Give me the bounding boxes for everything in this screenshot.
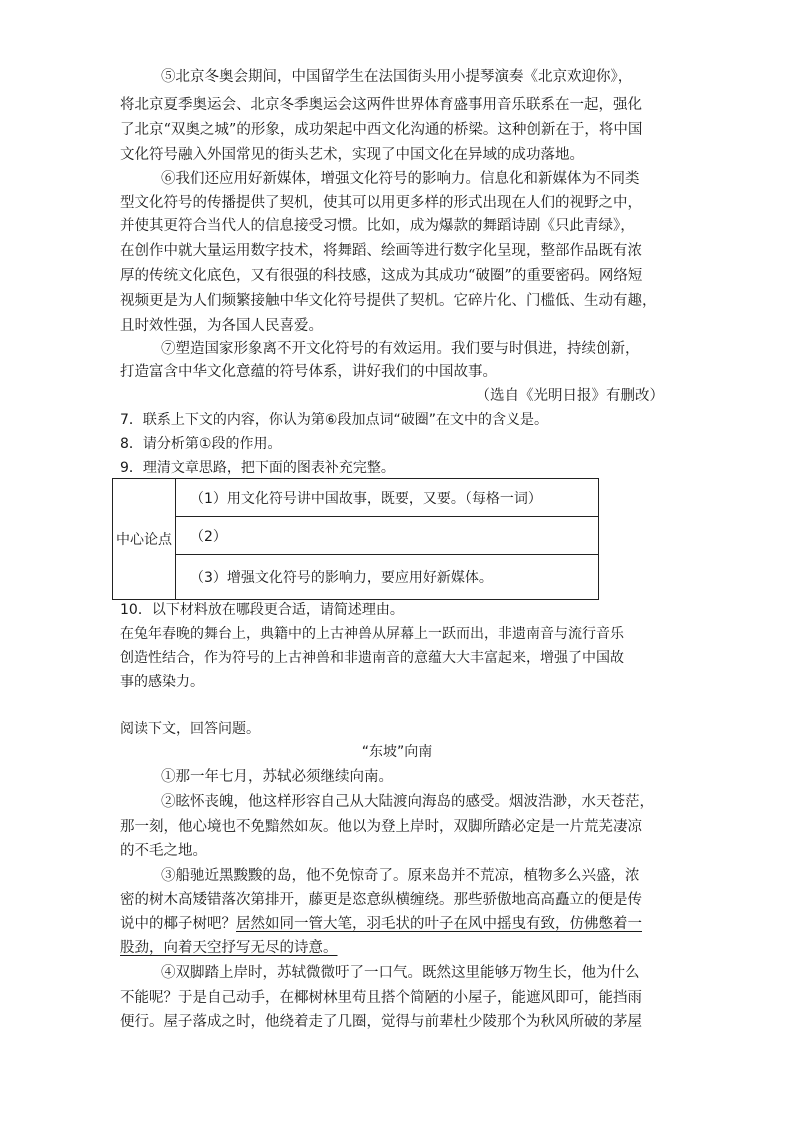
paragraph-6-line: 且时效性强，为各国人民喜爱。 xyxy=(120,318,323,334)
article2-paragraph-2-line: 的不毛之地。 xyxy=(120,843,207,859)
article2-paragraph-3-line xyxy=(120,914,642,934)
argument-outline-table xyxy=(112,478,599,600)
article-title: “东坡”向南 xyxy=(361,744,433,760)
reading-intro: 阅读下文，回答问题。 xyxy=(120,721,260,737)
paragraph-7-line: 打造富含中华文化意蕴的符号体系，讲好我们的中国故事。 xyxy=(120,364,497,380)
question-10: 10．以下材料放在哪段更合适，请简述理由。 xyxy=(120,602,404,618)
paragraph-6-line: 视频更是为人们频繁接触中华文化符号提供了契机。它碎片化、门槛低、生动有趣， xyxy=(120,293,657,309)
paragraph-7-line: ⑦塑造国家形象离不开文化符号的有效运用。我们要与时俱进，持续创新， xyxy=(161,341,640,357)
question-7: 7．联系上下文的内容，你认为第⑥段加点词“破圈”在文中的含义是。 xyxy=(120,412,548,428)
question-10-material-line: 事的感染力。 xyxy=(120,674,204,690)
paragraph-5-line: ⑤北京冬奥会期间，中国留学生在法国街头用小提琴演奏《北京欢迎你》， xyxy=(161,69,633,85)
question-10-material-line: 在兔年春晚的舞台上，典籍中的上古神兽从屏幕上一跃而出，非遗南音与流行音乐 xyxy=(120,626,624,642)
article2-paragraph-1: ①那一年七月，苏轼必须继续向南。 xyxy=(161,769,393,785)
underlined-sentence: 居然如同一管大笔，羽毛状的叶子在风中摇曳有致，仿佛憋着一 xyxy=(236,916,642,932)
paragraph-6-line: 厚的传统文化底色，又有很强的科技感，这成为其成功“破圈”的重要密码。网络短 xyxy=(120,268,643,284)
paragraph-6-line: ⑥我们还应用好新媒体，增强文化符号的影响力。信息化和新媒体为不同类 xyxy=(161,171,640,187)
underlined-sentence: 股劲，向着天空抒写无尽的诗意。 xyxy=(120,940,338,956)
article2-paragraph-4-line: 不能呢？于是自己动手，在椰树林里苟且搭个简陋的小屋子，能遮风即可，能挡雨 xyxy=(120,990,642,1006)
question-9: 9．理清文章思路，把下面的图表补充完整。 xyxy=(120,460,395,476)
question-8: 8．请分析第①段的作用。 xyxy=(120,436,282,452)
outline-row-3: （3）增强文化符号的影响力，要应用好新媒体。 xyxy=(176,555,599,600)
paragraph-5-line: 文化符号融入外国常见的街头艺术，实现了中国文化在异域的成功落地。 xyxy=(120,147,584,163)
article2-paragraph-4-line: 便行。屋子落成之时，他绕着走了几圈，觉得与前辈杜少陵那个为秋风所破的茅屋 xyxy=(120,1014,642,1030)
paragraph-5-line: 了北京“双奥之城”的形象，成功架起中西文化沟通的桥梁。这种创新在于，将中国 xyxy=(120,122,643,138)
article2-paragraph-2-line: 那一刻，他心境也不免黯然如灰。他以为登上岸时，双脚所踏必定是一片荒芜凄凉 xyxy=(120,819,642,835)
article2-paragraph-3-line: 密的树木高矮错落次第排开，藤更是恣意纵横缠绕。那些骄傲地高高矗立的便是传 xyxy=(120,892,642,908)
central-thesis-label: 中心论点 xyxy=(113,479,176,600)
article2-paragraph-2-line: ②眩怀丧魄，他这样形容自己从大陆渡向海岛的感受。烟波浩渺，水天苍茫， xyxy=(161,794,654,810)
paragraph-6-line: 并使其更符合当代人的信息接受习惯。比如，成为爆款的舞蹈诗剧《只此青绿》， xyxy=(120,218,635,234)
article2-paragraph-4-line: ④双脚踏上岸时，苏轼微微吁了一口气。既然这里能够万物生长，他为什么 xyxy=(161,965,640,981)
paragraph-6-line: 型文化符号的传播提供了契机，使其可以用更多样的形式出现在人们的视野之中， xyxy=(120,195,642,211)
paragraph-5-line: 将北京夏季奥运会、北京冬季奥运会这两件世界体育盛事用音乐联系在一起，强化 xyxy=(120,97,642,113)
outline-row-1: （1）用文化符号讲中国故事，既要，又要。（每格一词） xyxy=(176,479,599,517)
plain-text: 说中的椰子树吧？ xyxy=(120,916,236,932)
article-source: （选自《光明日报》有删改） xyxy=(475,388,664,404)
article2-paragraph-3-line: ③船驰近黑黢黢的岛，他不免惊奇了。原来岛并不荒凉，植物多么兴盛，浓 xyxy=(161,868,640,884)
outline-row-2: （2） xyxy=(176,517,599,555)
paragraph-6-line: 在创作中就大量运用数字技术，将舞蹈、绘画等进行数字化呈现，整部作品既有浓 xyxy=(120,243,642,259)
question-10-material-line: 创造性结合，作为符号的上古神兽和非遗南音的意蕴大大丰富起来，增强了中国故 xyxy=(120,650,624,666)
